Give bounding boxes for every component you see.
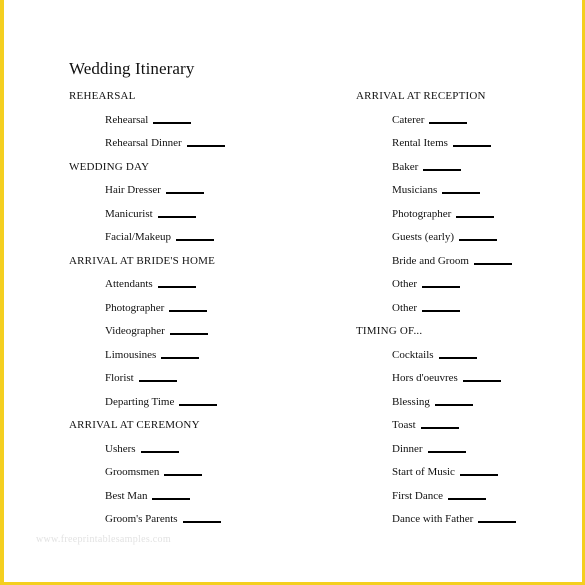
fill-in-blank-line[interactable] — [161, 357, 199, 359]
fill-in-blank-line[interactable] — [478, 521, 516, 523]
fill-in-blank-line[interactable] — [141, 451, 179, 453]
itinerary-item-label: Photographer — [105, 301, 165, 314]
itinerary-item — [392, 301, 460, 315]
section-heading-label: ARRIVAL AT CEREMONY — [69, 419, 200, 431]
itinerary-item — [392, 160, 461, 174]
document-page — [4, 0, 582, 582]
itinerary-item-label: Departing Time — [105, 395, 175, 408]
fill-in-blank-line[interactable] — [164, 474, 202, 476]
itinerary-item — [392, 254, 512, 268]
itinerary-item — [105, 207, 196, 221]
fill-in-blank-line[interactable] — [158, 216, 196, 218]
itinerary-item-label: Other — [392, 278, 418, 290]
itinerary-item — [105, 371, 177, 385]
section-heading-label: ARRIVAL AT BRIDE'S HOME — [69, 254, 216, 267]
fill-in-blank-line[interactable] — [176, 239, 214, 241]
itinerary-item — [105, 113, 191, 127]
itinerary-item-label: Toast — [392, 419, 416, 431]
itinerary-item-label: Bride and Groom — [392, 254, 469, 267]
itinerary-item — [392, 113, 467, 127]
fill-in-blank-line[interactable] — [422, 286, 460, 288]
itinerary-item — [105, 442, 179, 456]
itinerary-item — [392, 512, 516, 526]
itinerary-item-label: Baker — [392, 160, 419, 173]
itinerary-item-label: Groom's Parents — [105, 513, 178, 525]
itinerary-item — [105, 395, 217, 409]
itinerary-item — [105, 512, 221, 526]
itinerary-item — [105, 277, 196, 291]
section-heading — [69, 89, 136, 103]
itinerary-item-label: Hair Dresser — [105, 184, 161, 196]
itinerary-item-label: Dinner — [392, 442, 423, 455]
fill-in-blank-line[interactable] — [153, 122, 191, 124]
itinerary-item-label: Photographer — [392, 207, 452, 220]
itinerary-item-label: Facial/Makeup — [105, 231, 171, 243]
itinerary-item-label: Attendants — [105, 278, 153, 290]
itinerary-item — [105, 301, 207, 315]
fill-in-blank-line[interactable] — [158, 286, 196, 288]
section-heading — [356, 324, 422, 338]
itinerary-item — [392, 418, 459, 432]
fill-in-blank-line[interactable] — [453, 145, 491, 147]
itinerary-item — [392, 136, 491, 150]
fill-in-blank-line[interactable] — [169, 310, 207, 312]
itinerary-item — [392, 277, 460, 291]
itinerary-item-label: Musicians — [392, 184, 438, 196]
itinerary-item-label: Guests (early) — [392, 231, 455, 243]
fill-in-blank-line[interactable] — [422, 310, 460, 312]
itinerary-item — [392, 348, 477, 362]
itinerary-item-label: Blessing — [392, 395, 430, 408]
itinerary-item-label: Rehearsal — [105, 113, 149, 126]
itinerary-item — [392, 395, 473, 409]
fill-in-blank-line[interactable] — [170, 333, 208, 335]
fill-in-blank-line[interactable] — [166, 192, 204, 194]
itinerary-item — [105, 489, 190, 503]
itinerary-item-label: Caterer — [392, 113, 425, 126]
fill-in-blank-line[interactable] — [463, 380, 501, 382]
itinerary-item-label: First Dance — [392, 489, 444, 502]
fill-in-blank-line[interactable] — [429, 122, 467, 124]
itinerary-item — [105, 230, 214, 244]
itinerary-item-label: Rental Items — [392, 137, 448, 149]
itinerary-item — [392, 207, 494, 221]
itinerary-item — [392, 183, 480, 197]
itinerary-item-label: Best Man — [105, 489, 148, 502]
itinerary-item-label: Other — [392, 301, 418, 314]
fill-in-blank-line[interactable] — [456, 216, 494, 218]
itinerary-item-label: Limousines — [105, 348, 157, 361]
itinerary-item — [105, 465, 202, 479]
fill-in-blank-line[interactable] — [421, 427, 459, 429]
fill-in-blank-line[interactable] — [139, 380, 177, 382]
fill-in-blank-line[interactable] — [428, 451, 466, 453]
itinerary-item-label: Groomsmen — [105, 466, 160, 478]
itinerary-item — [392, 442, 466, 456]
itinerary-item — [392, 465, 498, 479]
fill-in-blank-line[interactable] — [152, 498, 190, 500]
itinerary-item-label: Rehearsal Dinner — [105, 137, 182, 149]
fill-in-blank-line[interactable] — [423, 169, 461, 171]
section-heading-label: REHEARSAL — [69, 90, 136, 102]
fill-in-blank-line[interactable] — [442, 192, 480, 194]
itinerary-item — [105, 348, 199, 362]
itinerary-item-label: Florist — [105, 372, 134, 384]
section-heading — [69, 160, 149, 174]
fill-in-blank-line[interactable] — [448, 498, 486, 500]
itinerary-item — [392, 371, 501, 385]
fill-in-blank-line[interactable] — [474, 263, 512, 265]
itinerary-item — [392, 489, 486, 503]
itinerary-item-label: Dance with Father — [392, 513, 474, 525]
itinerary-item — [105, 324, 208, 338]
itinerary-item-label: Hors d'oeuvres — [392, 372, 458, 384]
fill-in-blank-line[interactable] — [187, 145, 225, 147]
document-title: Wedding Itinerary — [69, 59, 195, 78]
itinerary-item — [105, 136, 225, 150]
section-heading-label: TIMING OF... — [356, 325, 423, 337]
itinerary-item — [392, 230, 497, 244]
fill-in-blank-line[interactable] — [459, 239, 497, 241]
itinerary-item-label: Cocktails — [392, 348, 434, 361]
section-heading — [69, 254, 215, 268]
section-heading-label: ARRIVAL AT RECEPTION — [356, 90, 486, 102]
fill-in-blank-line[interactable] — [435, 404, 473, 406]
itinerary-item-label: Ushers — [105, 442, 136, 455]
itinerary-item-label: Videographer — [105, 325, 165, 337]
fill-in-blank-line[interactable] — [439, 357, 477, 359]
fill-in-blank-line[interactable] — [183, 521, 221, 523]
itinerary-item-label: Manicurist — [105, 207, 153, 220]
watermark-text: www.freeprintablesamples.com — [36, 534, 171, 545]
itinerary-item-label: Start of Music — [392, 466, 455, 478]
section-heading — [69, 418, 200, 432]
section-heading — [356, 89, 486, 103]
section-heading-label: WEDDING DAY — [69, 160, 150, 173]
fill-in-blank-line[interactable] — [179, 404, 217, 406]
fill-in-blank-line[interactable] — [460, 474, 498, 476]
itinerary-item — [105, 183, 204, 197]
